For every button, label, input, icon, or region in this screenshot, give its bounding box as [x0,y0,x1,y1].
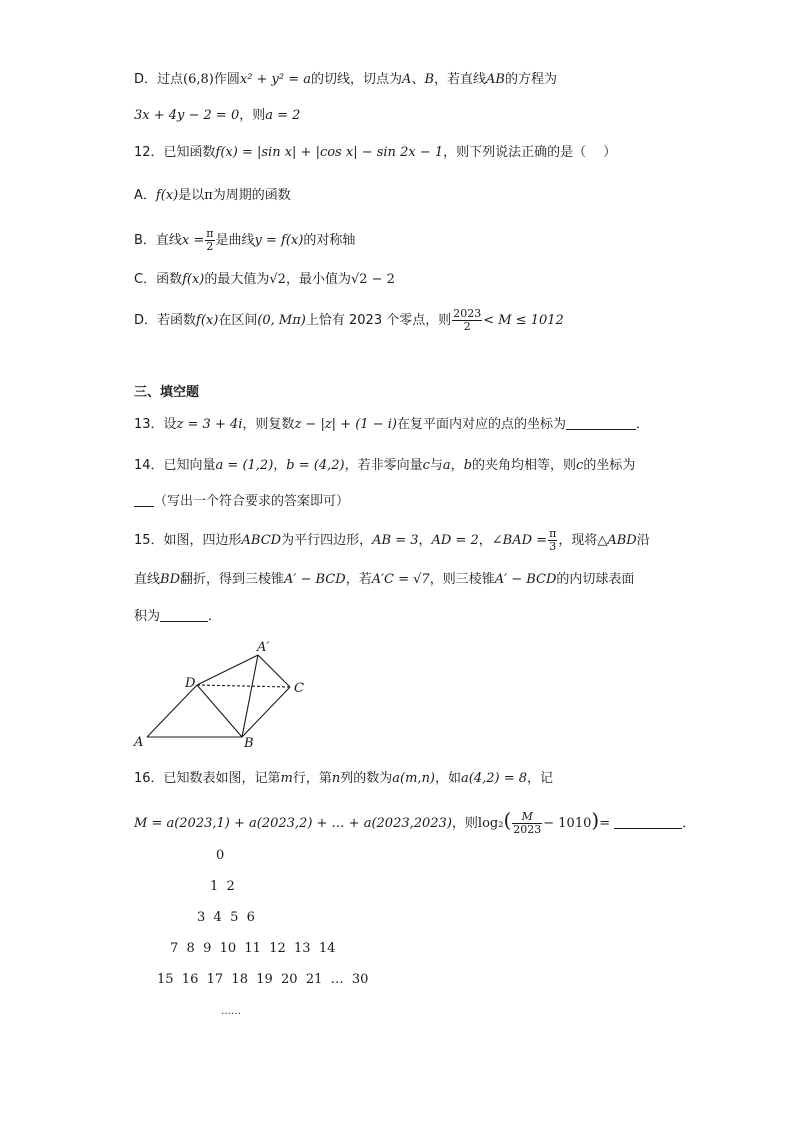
q14-cont: （写出一个符合要求的答案即可） [134,492,349,512]
answer-blank[interactable] [134,492,154,507]
fraction: $\frac{\pi}{3}$ [549,527,557,553]
answer-blank[interactable] [160,607,208,622]
paren-close: ) [591,808,600,832]
pyramid-figure [130,636,320,751]
q15-cont: 直线BD翻折，得到三棱锥A′ − BCD，若A′C = √7，则三棱锥A′ − BCD的内切球表面 [134,572,635,587]
edge-dc-hidden [197,685,290,687]
triangle-row-2: 1 2 [210,879,235,894]
edge-bd [197,685,242,737]
q13: 13．设z = 3 + 4i，则复数z − |z| + (1 − i)在复平面内对应的点的坐标为 ． [134,417,649,432]
q15-cont2: 积为 ． [134,609,222,624]
edge-bc [242,687,290,737]
q14: 14．已知向量a = (1,2)，b = (4,2)，若非零向量c与a，b的夹角均相等，则c的坐标为 [134,458,636,473]
label-a: A [134,735,144,750]
edge-ad [147,685,197,737]
section-title: 三、填空题 [134,385,200,400]
triangle-ellipsis: …… [221,1006,241,1017]
answer-blank[interactable] [566,415,636,430]
triangle-row-1: 0 [216,848,225,863]
q12-option-b: B．直线x = $\frac{\pi}{2}$ 是曲线y = f(x)的对称轴 [134,227,356,253]
triangle-row-5: 15 16 17 18 19 20 21 … 30 [157,972,369,987]
q16-cont: M = a(2023,1) + a(2023,2) + … + a(2023,2023)，则log₂( $\frac{M}{2023}$ − 1010)= ． [134,808,696,836]
q12-option-a: A．f(x)是以π为周期的函数 [134,188,291,203]
triangle-row-4: 7 8 9 10 11 12 13 14 [170,941,336,956]
q12-stem: 12．已知函数f(x) = |sin x| + |cos x| − sin 2x − 1，则下列说法正确的是（ ） [134,145,617,160]
label-a-prime: A′ [257,640,270,655]
answer-blank[interactable] [614,814,682,829]
q11-option-d: D．过点(6,8)作圆x² + y² = a的切线，切点为A、B，若直线AB的方程为 [134,72,557,87]
fraction: $\frac{2023}{2}$ [453,307,482,333]
triangle-row-3: 3 4 5 6 [197,910,255,925]
paren-open: ( [503,808,512,832]
q15: 15．如图，四边形ABCD为平行四边形，AB = 3，AD = 2，∠BAD = $\frac{\pi}{3}$ ，现将△ABD沿 [134,527,650,553]
fraction: $\frac{\pi}{2}$ [206,227,214,253]
edge-apc [258,655,290,687]
q16: 16．已知数表如图，记第m行，第n列的数为a(m,n)，如a(4,2) = 8，记 [134,771,554,786]
q12-option-d: D．若函数f(x)在区间(0, Mπ)上恰有 2023 个零点，则 $\frac{2023}{2}$ < M ≤ 1012 [134,307,564,333]
q12-option-c: C．函数f(x)的最大值为√2，最小值为√2 − 2 [134,272,395,287]
label-b: B [244,736,254,751]
q11-option-d-cont: 3x + 4y − 2 = 0，则a = 2 [134,108,301,123]
label-c: C [294,681,304,696]
label-d: D [185,676,196,691]
edge-dap [197,655,258,685]
fraction: $\frac{M}{2023}$ [513,810,542,836]
edge-apb [242,655,258,737]
